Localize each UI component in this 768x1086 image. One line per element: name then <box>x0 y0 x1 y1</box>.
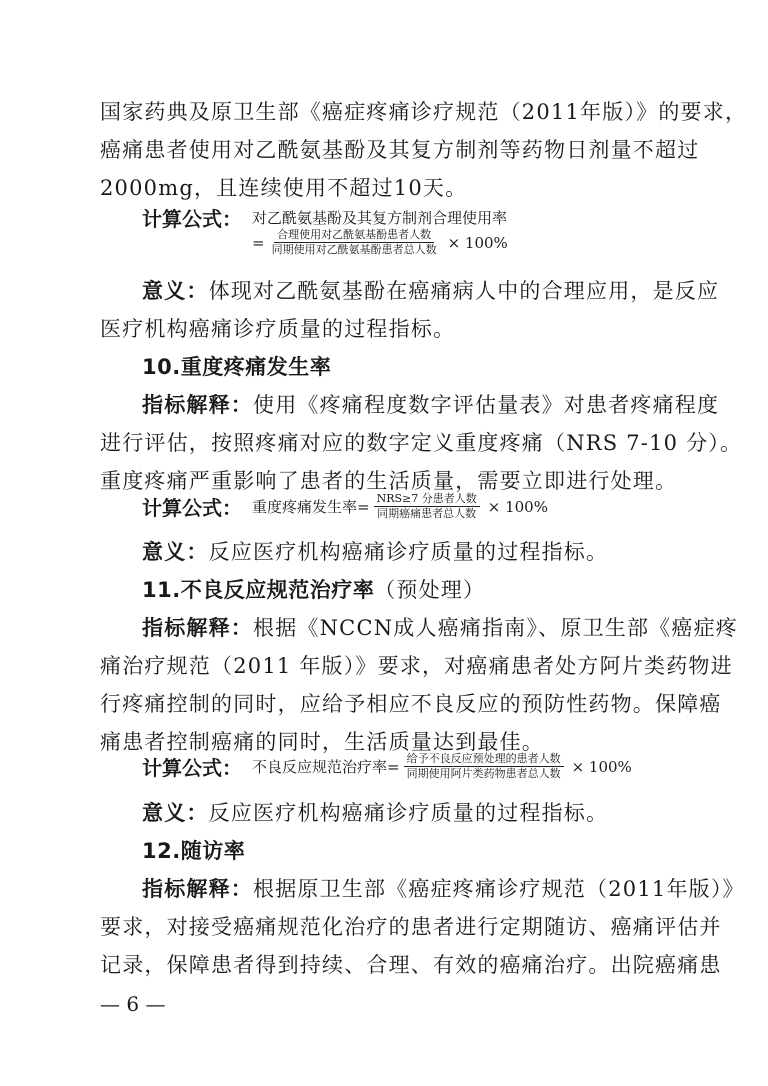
section-heading-title: 11.不良反应规范治疗率 <box>142 578 375 602</box>
page-number: — 6 — <box>100 992 166 1016</box>
explanation-line <box>142 874 745 904</box>
meaning-label: 意义： <box>142 540 209 564</box>
explanation-label: 指标解释： <box>142 616 253 640</box>
body-text-line: 医疗机构癌痛诊疗质量的过程指标。 <box>100 317 456 341</box>
formula-multiplier: × 100% <box>447 233 508 252</box>
explanation-label: 指标解释： <box>142 877 253 901</box>
body-text-line: 要求，对接受癌痛规范化治疗的患者进行定期随访、癌痛评估并 <box>100 915 722 939</box>
formula-11 <box>142 752 632 781</box>
formula-1-expression <box>252 228 508 257</box>
fraction-denominator: 同期癌痛患者总人数 <box>377 507 477 520</box>
explanation-line <box>142 390 720 420</box>
fraction-numerator: 给予不良反应预处理的患者人数 <box>404 752 564 767</box>
fraction-numerator: NRS≥7 分患者人数 <box>374 492 480 507</box>
meaning-text: 体现对乙酰氨基酚在癌痛病人中的合理应用，是反应 <box>208 279 720 303</box>
body-text-line: 行疼痛控制的同时，应给予相应不良反应的预防性药物。保障癌 <box>100 692 722 716</box>
formula-10 <box>142 492 548 521</box>
section-heading: 10.重度疼痛发生率 <box>142 355 332 379</box>
meaning-label: 意义： <box>142 801 209 825</box>
formula-name: 不良反应规范治疗率= <box>252 758 400 776</box>
formula-equals: = <box>252 233 265 252</box>
body-text-line: 进行评估，按照疼痛对应的数字定义重度疼痛（NRS 7-10 分）。 <box>100 431 743 455</box>
section-heading <box>142 575 670 605</box>
body-text-line: 重度疼痛严重影响了患者的生活质量，需要立即进行处理。 <box>100 469 678 493</box>
meaning-line <box>142 537 670 567</box>
body-text-line: 2000mg，且连续使用不超过10天。 <box>100 176 468 200</box>
meaning-label: 意义： <box>142 279 209 303</box>
explanation-line <box>142 613 738 643</box>
formula-label: 计算公式： <box>142 207 242 231</box>
explanation-label: 指标解释： <box>142 393 253 417</box>
meaning-text: 反应医疗机构癌痛诊疗质量的过程指标。 <box>208 801 609 825</box>
body-text-line: 国家药典及原卫生部《癌症疼痛诊疗规范（2011年版）》的要求， <box>100 100 748 124</box>
formula-fraction <box>404 752 564 781</box>
formula-fraction <box>269 228 440 257</box>
body-text-line: 记录，保障患者得到持续、合理、有效的癌痛治疗。出院癌痛患 <box>100 953 722 977</box>
body-text-line: 痛患者控制癌痛的同时，生活质量达到最佳。 <box>100 730 544 754</box>
formula-name: 对乙酰氨基酚及其复方制剂合理使用率 <box>252 209 508 227</box>
meaning-line <box>142 276 720 306</box>
formula-name: 重度疼痛发生率= <box>252 498 370 516</box>
explanation-text: 根据《NCCN成人癌痛指南》、原卫生部《癌症疼 <box>253 616 738 640</box>
fraction-numerator: 合理使用对乙酰氨基酚患者人数 <box>274 228 434 243</box>
fraction-denominator: 同期使用阿片类药物患者总人数 <box>406 767 561 780</box>
formula-label: 计算公式： <box>142 756 242 780</box>
fraction-denominator: 同期使用对乙酰氨基酚患者总人数 <box>271 243 437 256</box>
meaning-text: 反应医疗机构癌痛诊疗质量的过程指标。 <box>208 540 609 564</box>
body-text-line: 痛治疗规范（2011 年版）》要求，对癌痛患者处方阿片类药物进 <box>100 654 733 678</box>
formula-fraction <box>374 492 480 521</box>
body-text-line: 癌痛患者使用对乙酰氨基酚及其复方制剂等药物日剂量不超过 <box>100 138 700 162</box>
formula-label: 计算公式： <box>142 496 242 520</box>
formula-multiplier: × 100% <box>487 497 548 516</box>
explanation-text: 使用《疼痛程度数字评估量表》对患者疼痛程度 <box>253 393 720 417</box>
section-heading: 12.随访率 <box>142 839 246 863</box>
section-heading-suffix: （预处理） <box>374 578 486 602</box>
formula-multiplier: × 100% <box>571 757 632 776</box>
meaning-line <box>142 798 670 828</box>
explanation-text: 根据原卫生部《癌症疼痛诊疗规范（2011年版）》 <box>253 877 745 901</box>
